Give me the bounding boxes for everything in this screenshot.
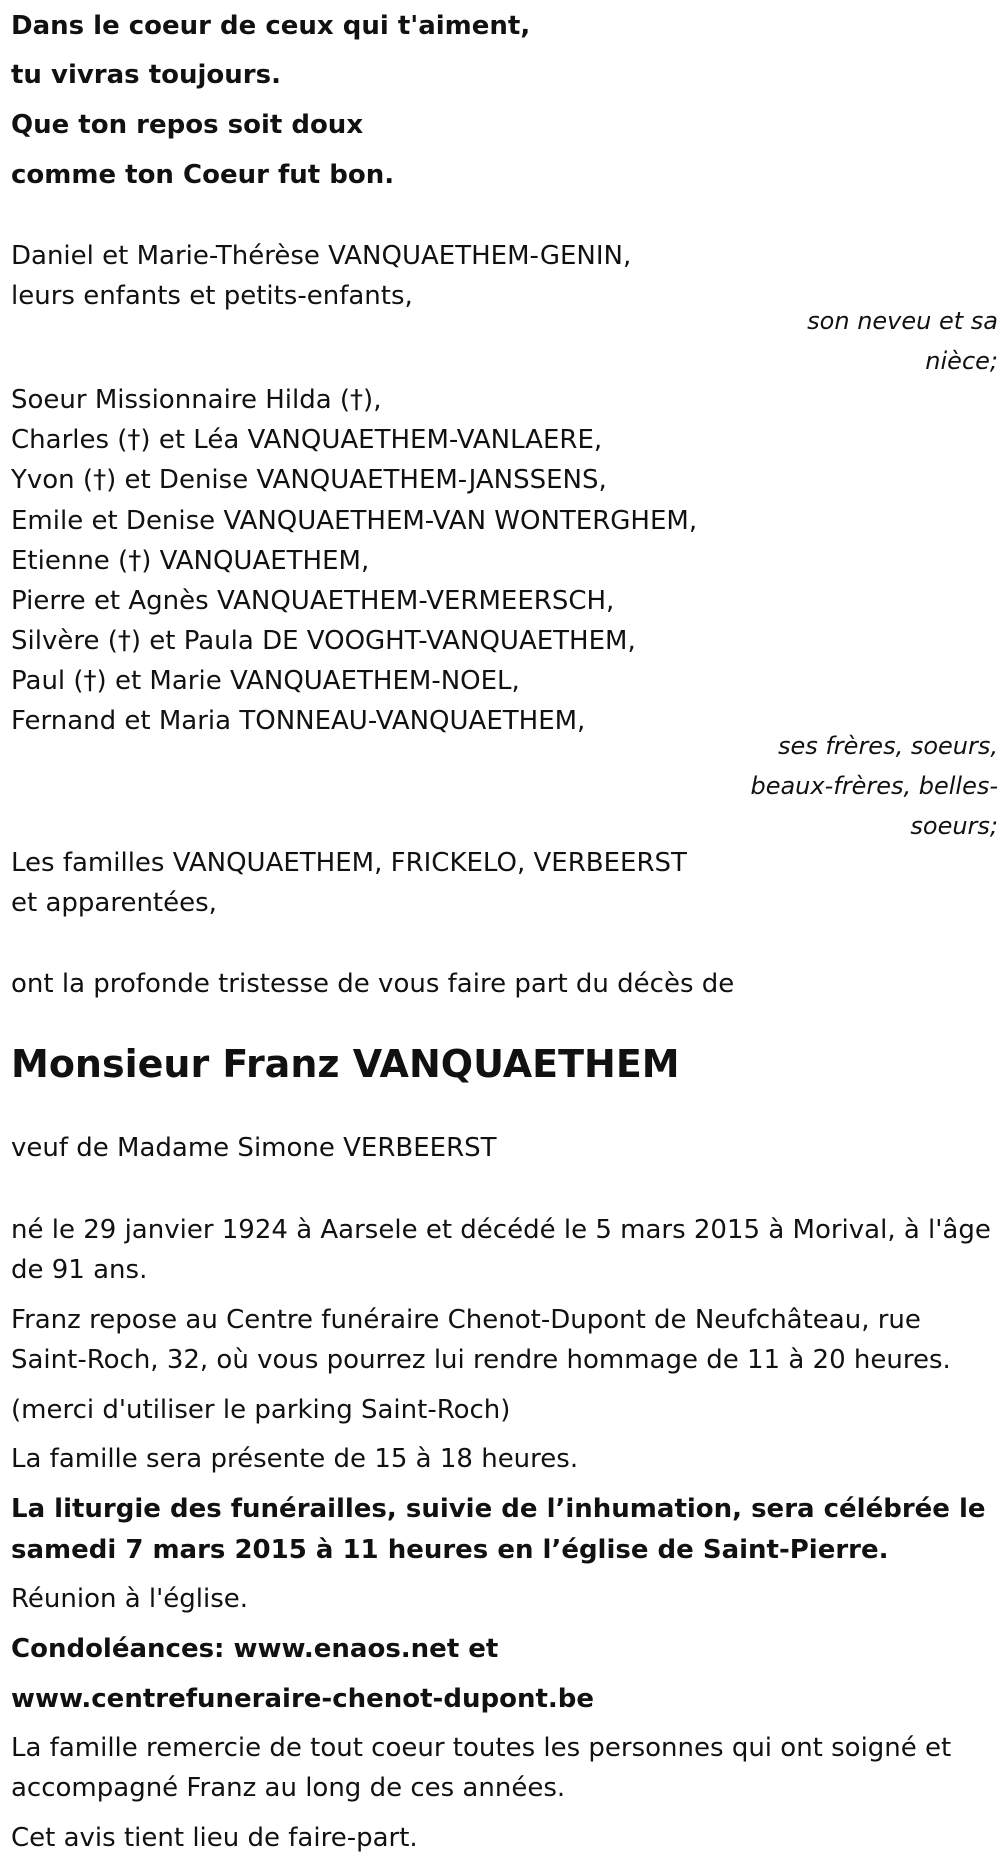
sibling-line: Silvère (†) et Paula DE VOOGHT-VANQUAETHEM, (11, 626, 636, 656)
relation-label: nièce; (925, 347, 998, 375)
thanks-line: La famille remercie de tout coeur toutes les personnes qui ont soigné et (11, 1733, 952, 1763)
birth-death-line: né le 29 janvier 1924 à Aarsele et décédé le 5 mars 2015 à Morival, à l'âge (11, 1215, 991, 1245)
mourner-line: Daniel et Marie-Thérèse VANQUAETHEM-GENIN, (11, 241, 632, 271)
sibling-line: Fernand et Maria TONNEAU-VANQUAETHEM, (11, 706, 586, 736)
spouse-line: veuf de Madame Simone VERBEERST (11, 1133, 497, 1163)
liturgy-line: La liturgie des funérailles, suivie de l’inhumation, sera célébrée le (11, 1494, 986, 1524)
sibling-line: Charles (†) et Léa VANQUAETHEM-VANLAERE, (11, 425, 603, 455)
thanks-line: accompagné Franz au long de ces années. (11, 1773, 566, 1803)
verse-line: tu vivras toujours. (11, 60, 281, 90)
sibling-line: Emile et Denise VANQUAETHEM-VAN WONTERGHEM, (11, 506, 698, 536)
rest-line: Franz repose au Centre funéraire Chenot-Dupont de Neufchâteau, rue (11, 1305, 921, 1335)
verse-line: Dans le coeur de ceux qui t'aiment, (11, 11, 531, 41)
relation-label: soeurs; (910, 812, 998, 840)
condolences-link: www.centrefuneraire-chenot-dupont.be (11, 1684, 595, 1714)
relation-label: son neveu et sa (807, 307, 998, 335)
sibling-line: Pierre et Agnès VANQUAETHEM-VERMEERSCH, (11, 586, 615, 616)
families-line: et apparentées, (11, 888, 217, 918)
relation-label: ses frères, soeurs, (777, 732, 998, 760)
sibling-line: Soeur Missionnaire Hilda (†), (11, 385, 382, 415)
parking-note: (merci d'utiliser le parking Saint-Roch) (11, 1395, 511, 1425)
families-line: Les familles VANQUAETHEM, FRICKELO, VERBEERST (11, 848, 687, 878)
sibling-line: Paul (†) et Marie VANQUAETHEM-NOEL, (11, 666, 520, 696)
relation-label: beaux-frères, belles- (750, 772, 998, 800)
family-presence: La famille sera présente de 15 à 18 heures. (11, 1444, 579, 1474)
verse-line: Que ton repos soit doux (11, 110, 364, 140)
meeting-note: Réunion à l'église. (11, 1584, 249, 1614)
announcement-text: ont la profonde tristesse de vous faire part du décès de (11, 969, 735, 999)
closing-note: Cet avis tient lieu de faire-part. (11, 1823, 418, 1853)
verse-line: comme ton Coeur fut bon. (11, 160, 395, 190)
rest-line: Saint-Roch, 32, où vous pourrez lui rendre hommage de 11 à 20 heures. (11, 1345, 951, 1375)
sibling-line: Yvon (†) et Denise VANQUAETHEM-JANSSENS, (11, 465, 607, 495)
deceased-name: Monsieur Franz VANQUAETHEM (11, 1042, 680, 1086)
mourner-line: leurs enfants et petits-enfants, (11, 281, 413, 311)
birth-death-line: de 91 ans. (11, 1255, 148, 1285)
liturgy-line: samedi 7 mars 2015 à 11 heures en l’église de Saint-Pierre. (11, 1535, 889, 1565)
sibling-line: Etienne (†) VANQUAETHEM, (11, 546, 370, 576)
condolences-line: Condoléances: www.enaos.net et (11, 1634, 499, 1664)
